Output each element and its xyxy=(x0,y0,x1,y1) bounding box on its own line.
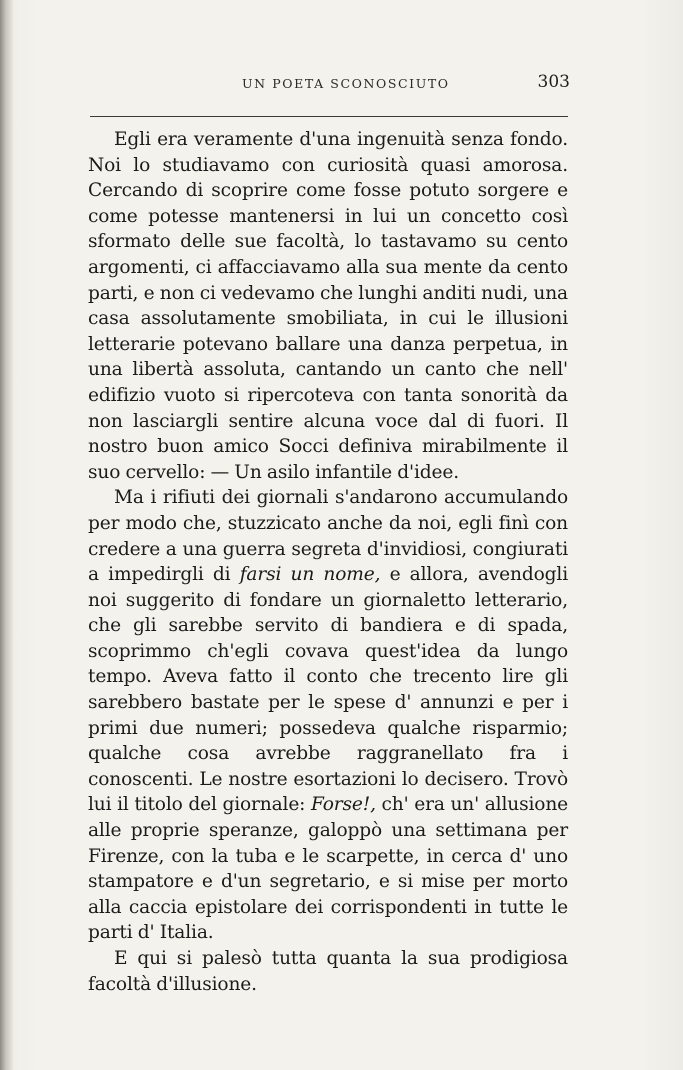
page-binding-edge xyxy=(0,0,14,1070)
paragraph-1: Egli era veramente d'una ingenuità senza fondo. Noi lo studiavamo con curiosità quasi amorosa. Cercando di scoprire come fosse potuto sorgere e come potesse mantenersi in lui un concetto così sformato delle sue facoltà, lo tastavamo su cento argomenti, ci affacciavamo alla sua mente da cento parti, e non ci vedevamo che lunghi anditi nudi, una casa assolutamente smobiliata, in cui le illusioni letterarie potevano ballare una danza perpetua, in una libertà assoluta, cantando un canto che nell' edifizio vuoto si ripercoteva con tanta sonorità da non lasciargli sentire alcuna voce dal di fuori. Il nostro buon amico Socci definiva mirabilmente il suo cervello: — Un asilo infantile d'idee. xyxy=(88,129,568,483)
italic-phrase-farsi-un-nome: farsi un nome, xyxy=(239,564,381,586)
paragraph-2-part-b: e allora, avendogli noi suggerito di fondare un giornaletto letterario, che gli sarebbe servito di bandiera e di spada, scoprimmo ch'egli covava quest'idea da lungo tempo. Aveva fatto il conto che trecento lire gli sarebbero bastate per le spese d' annunzi e per i primi due numeri; possedeva qualche risparmio; qualche cosa avrebbe raggranellato fra i conoscenti. Le nostre esortazioni lo decisero. Trovò lui il titolo del giornale: xyxy=(88,564,569,816)
running-title: UN POETA SCONOSCIUTO xyxy=(242,76,450,91)
paragraph-2-part-c: ch' era un' allusione alle proprie speranze, galoppò una settimana per Firenze, con la tuba e le scarpette, in cerca d' uno stampatore e d'un segretario, e si mise per morto alla caccia epistolare dei corrispondenti in tutte le parti d' Italia. xyxy=(88,794,569,944)
paragraph-3: E qui si palesò tutta quanta la sua prodigiosa facoltà d'illusione. xyxy=(88,948,568,995)
header-rule xyxy=(90,116,568,117)
italic-journal-title: Forse!, xyxy=(310,794,376,816)
page-number: 303 xyxy=(537,72,570,92)
paragraph-2 xyxy=(88,485,568,946)
paragraph-2-part-a: Ma i rifiuti dei giornali s'andarono accumulando per modo che, stuzzicato anche da noi, egli finì con credere a una guerra segreta d'invidiosi, congiurati a impedirgli di xyxy=(88,487,568,586)
page-header xyxy=(90,72,570,98)
body-text xyxy=(88,127,568,997)
